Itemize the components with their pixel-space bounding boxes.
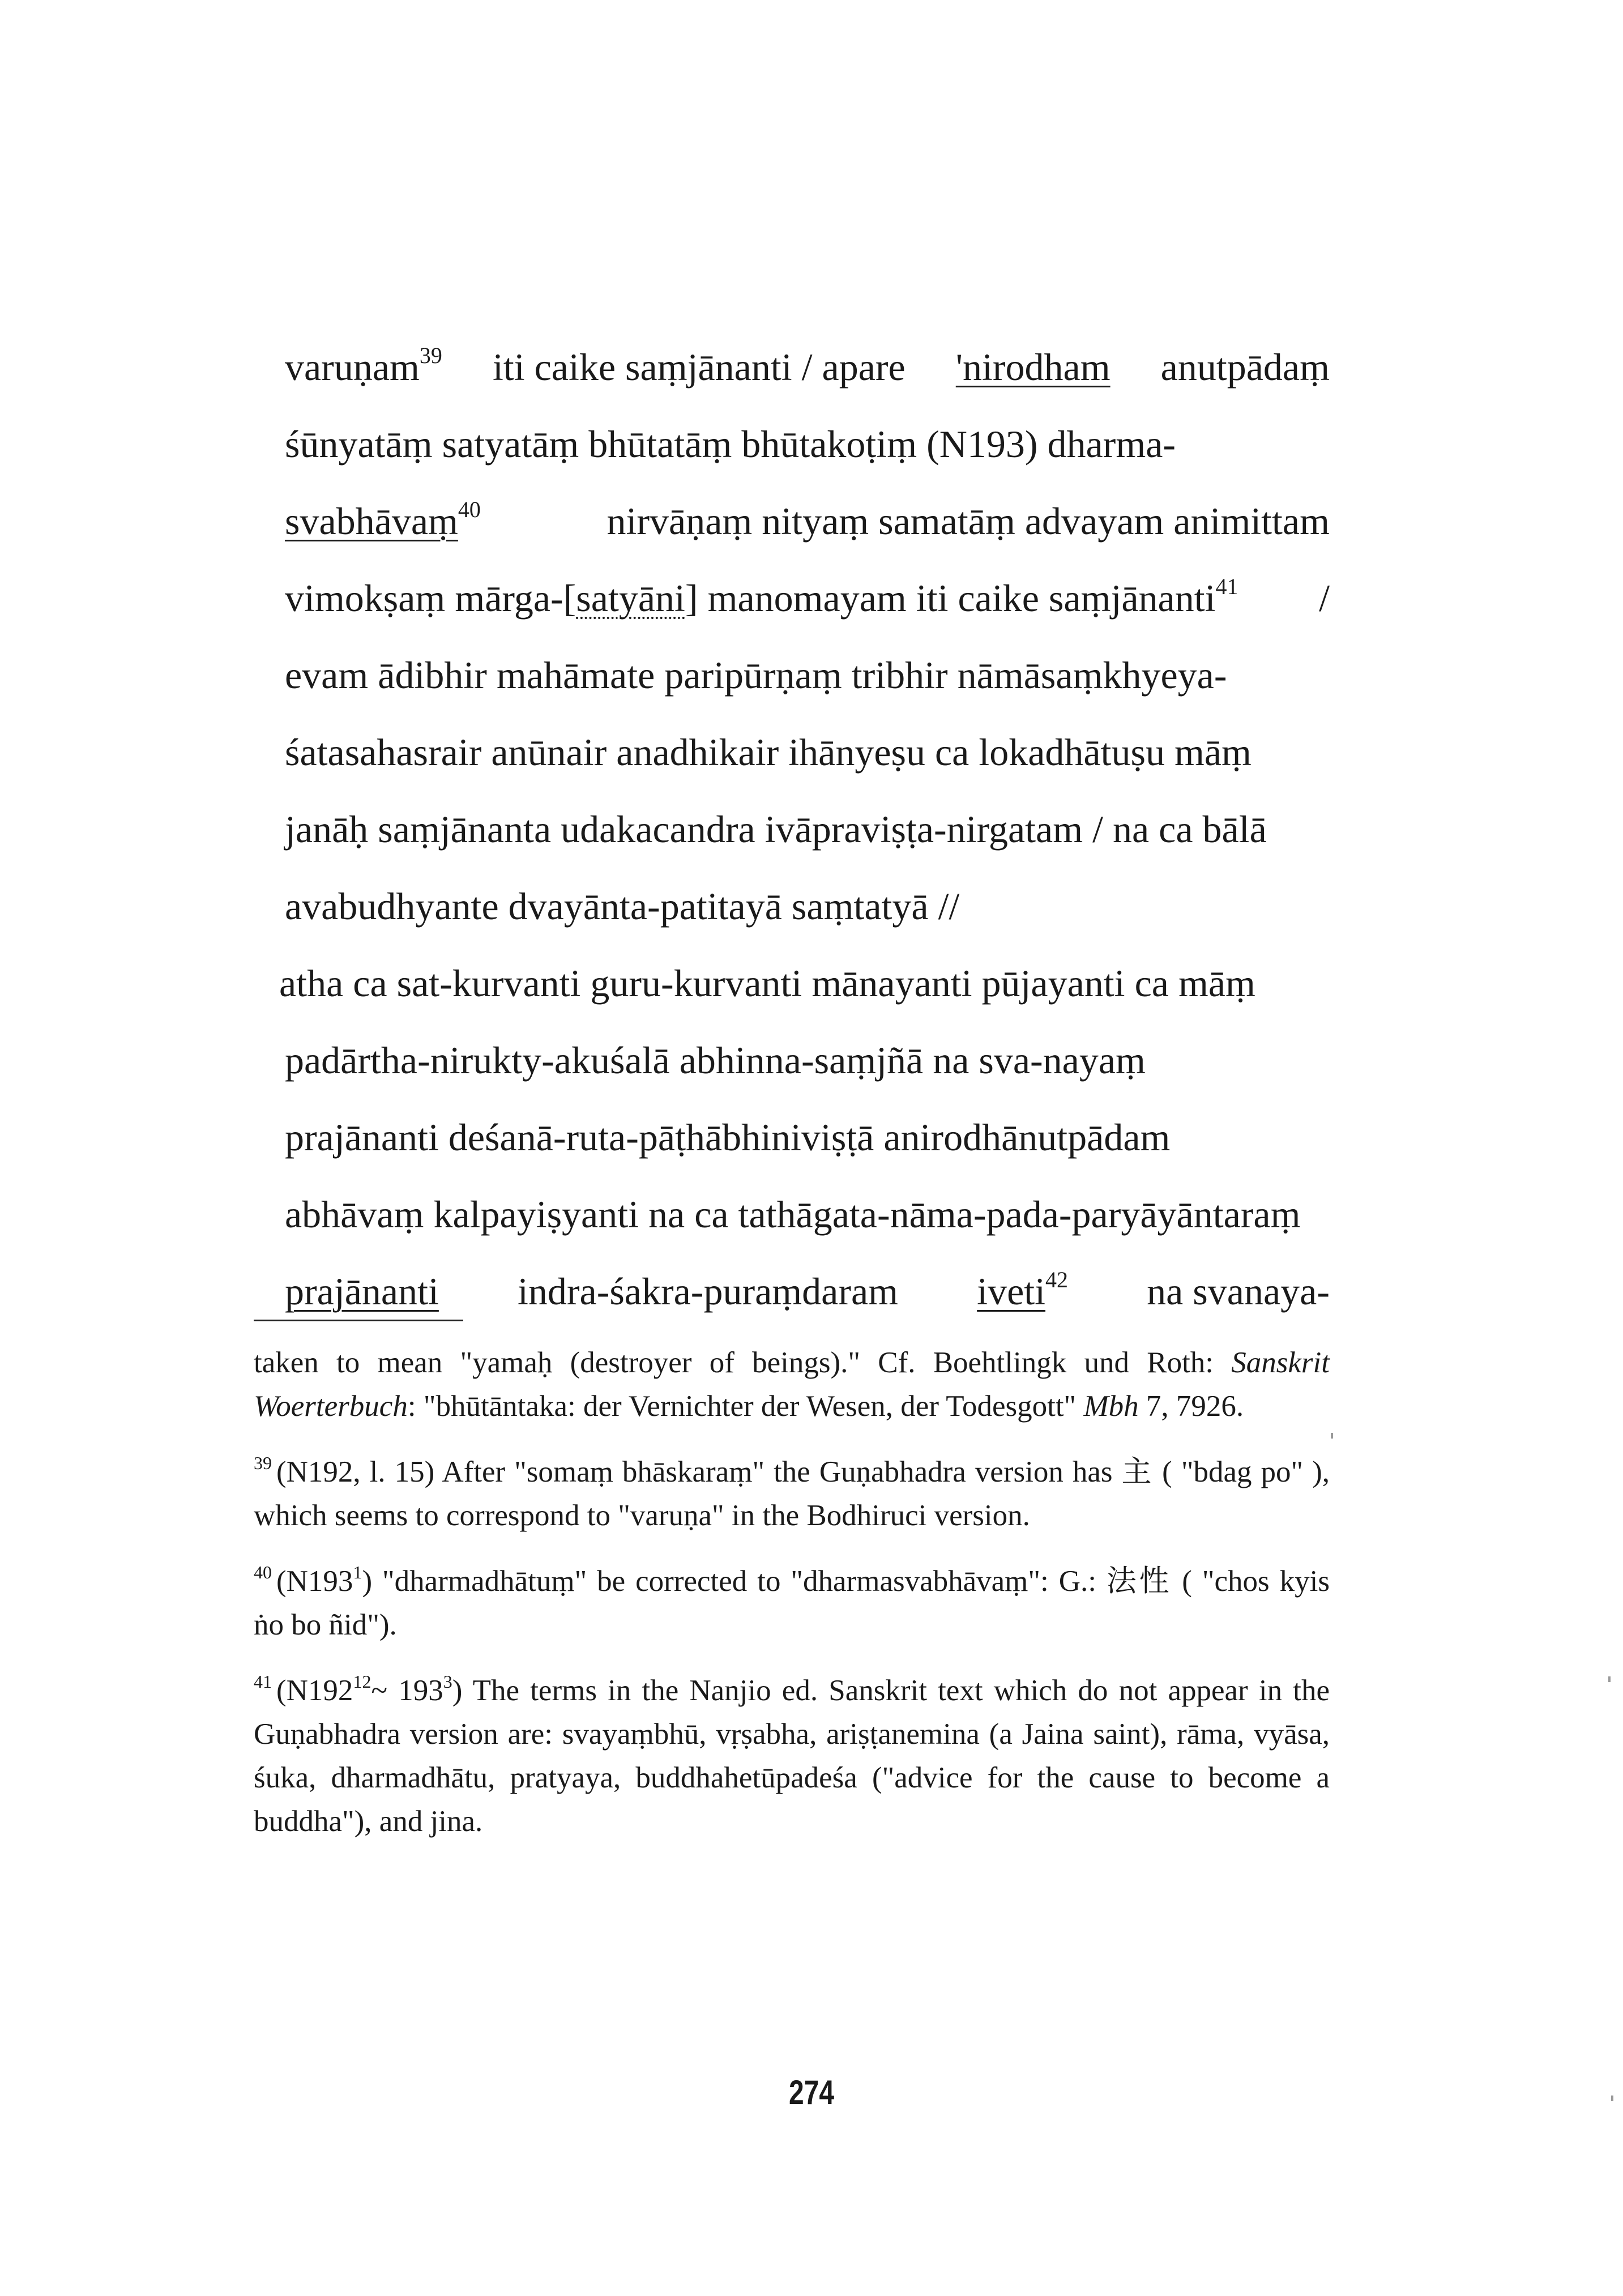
text-line-5 (285, 637, 1330, 714)
line2-text: śūnyatāṃ satyatāṃ bhūtatāṃ bhūtakoṭiṃ (N193) dharma- (285, 423, 1176, 466)
footnote-ref-41[interactable]: 41 (1215, 574, 1238, 599)
footnote-separator (254, 1320, 463, 1321)
text-line-11 (285, 1099, 1330, 1176)
footnote-ref-39[interactable]: 39 (419, 343, 442, 368)
footnote-39 (254, 1441, 1330, 1538)
word-satyani-dotted: satyāni (576, 577, 685, 620)
footnote-40-text-a: (N193 (276, 1565, 353, 1598)
word-na-svanaya: na svanaya- (1147, 1270, 1330, 1313)
word-varunam: varuṇam (285, 345, 420, 389)
slash-mark: / (1319, 577, 1330, 620)
footnote-40-text-b: ) "dharmadhātuṃ" be corrected to "dharmasvabhāvaṃ": G.: 法性 ( "chos kyis ṅo bo ñid"). (254, 1565, 1330, 1641)
line5-text: evam ādibhir mahāmate paripūrṇaṃ tribhir nāmāsaṃkhyeya- (285, 654, 1227, 697)
word-svabhavam-underlined: svabhāvaṃ (285, 500, 458, 543)
line12-text: abhāvaṃ kalpayiṣyanti na ca tathāgata-nāma-pada-paryāyāntaraṃ (285, 1193, 1301, 1236)
page-number: 274 (788, 2073, 835, 2111)
footnote-continued (254, 1341, 1330, 1428)
text-line-6 (285, 714, 1330, 791)
text-line-2 (285, 406, 1330, 483)
text-line-3 (285, 483, 1330, 560)
word-iveti-underlined: iveti (977, 1270, 1046, 1313)
footnote-40 (254, 1551, 1330, 1647)
text-line-4 (285, 560, 1330, 637)
footnote-39-text: (N192, l. 15) After "somaṃ bhāskaraṃ" the Guṇabhadra version has 主 ( "bdag po" ), which seems to correspond to "varuṇa" in the Bodhiruci version. (254, 1456, 1330, 1532)
text-line-1 (285, 328, 1330, 406)
footnote-cont-text-e: 7, 7926. (1138, 1390, 1244, 1423)
text-line-7 (285, 791, 1330, 868)
line6-text: śatasahasrair anūnair anadhikair ihānyeṣu ca lokadhātuṣu māṃ (285, 731, 1252, 774)
scan-speck (1331, 1433, 1333, 1439)
word-indra-sakra-puramdaram: indra-śakra-puraṃdaram (517, 1270, 899, 1313)
text-line-8 (285, 868, 1330, 945)
footnote-41 (254, 1660, 1330, 1843)
footnote-41-text-c: ) The terms in the Nanjio ed. Sanskrit text which do not appear in the Guṇabhadra version are: svayaṃbhū, vṛṣabha, ariṣṭanemina (a Jaina saint), rāma, vyāsa, śuka, dharmadhātu, pratyaya, buddhahetūpadeśa ("advice for the cause to become a buddha"), and jina. (254, 1674, 1330, 1838)
book-title: Sanskrit Woerterbuch (254, 1346, 1330, 1423)
text-line-13 (285, 1253, 1330, 1330)
word-prajananti-underlined: prajānanti (285, 1270, 439, 1313)
text-line-12 (285, 1176, 1330, 1253)
work-abbrev: Mbh (1083, 1390, 1139, 1423)
line7-text: janāḥ saṃjānanta udakacandra ivāpraviṣṭa-nirgatam / na ca bālā (285, 808, 1267, 851)
footnote-41-text-b: ~ 193 (371, 1674, 443, 1707)
footnote-ref-42[interactable]: 42 (1045, 1267, 1069, 1292)
text-line-10 (285, 1022, 1330, 1099)
line10-text: padārtha-nirukty-akuśalā abhinna-saṃjñā na sva-nayaṃ (285, 1039, 1146, 1082)
word-anutpadam: anutpādaṃ (1160, 345, 1330, 389)
word-nirodham-underlined: 'nirodham (955, 345, 1111, 389)
line3-text: nirvāṇaṃ nityaṃ samatāṃ advayam animittam (607, 500, 1330, 543)
line11-text: prajānanti deśanā-ruta-pāṭhābhiniviṣṭā anirodhānutpādam (285, 1116, 1171, 1159)
footnote-41-text-a: (N192 (276, 1674, 353, 1707)
main-sanskrit-text (279, 328, 1330, 1330)
scan-speck (1611, 2096, 1613, 2101)
footnote-ref-40[interactable]: 40 (458, 497, 481, 522)
footnote-41-sup2: 3 (443, 1671, 452, 1692)
line1-text: iti caike saṃjānanti / apare (492, 345, 906, 389)
footnote-number-40: 40 (254, 1562, 272, 1582)
text-line-9 (279, 945, 1330, 1022)
footnote-40-sup: 1 (353, 1562, 362, 1582)
footnotes (254, 1341, 1330, 1857)
scan-speck (1608, 1676, 1611, 1682)
line8-text: avabudhyante dvayānta-patitayā saṃtatyā // (285, 885, 960, 928)
footnote-cont-text-c: : "bhūtāntaka: der Vernichter der Wesen, der Todesgott" (407, 1390, 1084, 1423)
footnote-number-39: 39 (254, 1453, 272, 1473)
line4-text-a: vimokṣaṃ mārga-[ (285, 577, 576, 620)
footnote-number-41: 41 (254, 1671, 272, 1692)
footnote-cont-text-a: taken to mean "yamaḥ (destroyer of beings)." Cf. Boehtlingk und Roth: (254, 1346, 1232, 1379)
line9-text: atha ca sat-kurvanti guru-kurvanti mānayanti pūjayanti ca māṃ (279, 962, 1255, 1005)
line4-text-c: ] manomayam iti caike saṃjānanti (685, 577, 1216, 620)
footnote-41-sup1: 12 (353, 1671, 371, 1692)
